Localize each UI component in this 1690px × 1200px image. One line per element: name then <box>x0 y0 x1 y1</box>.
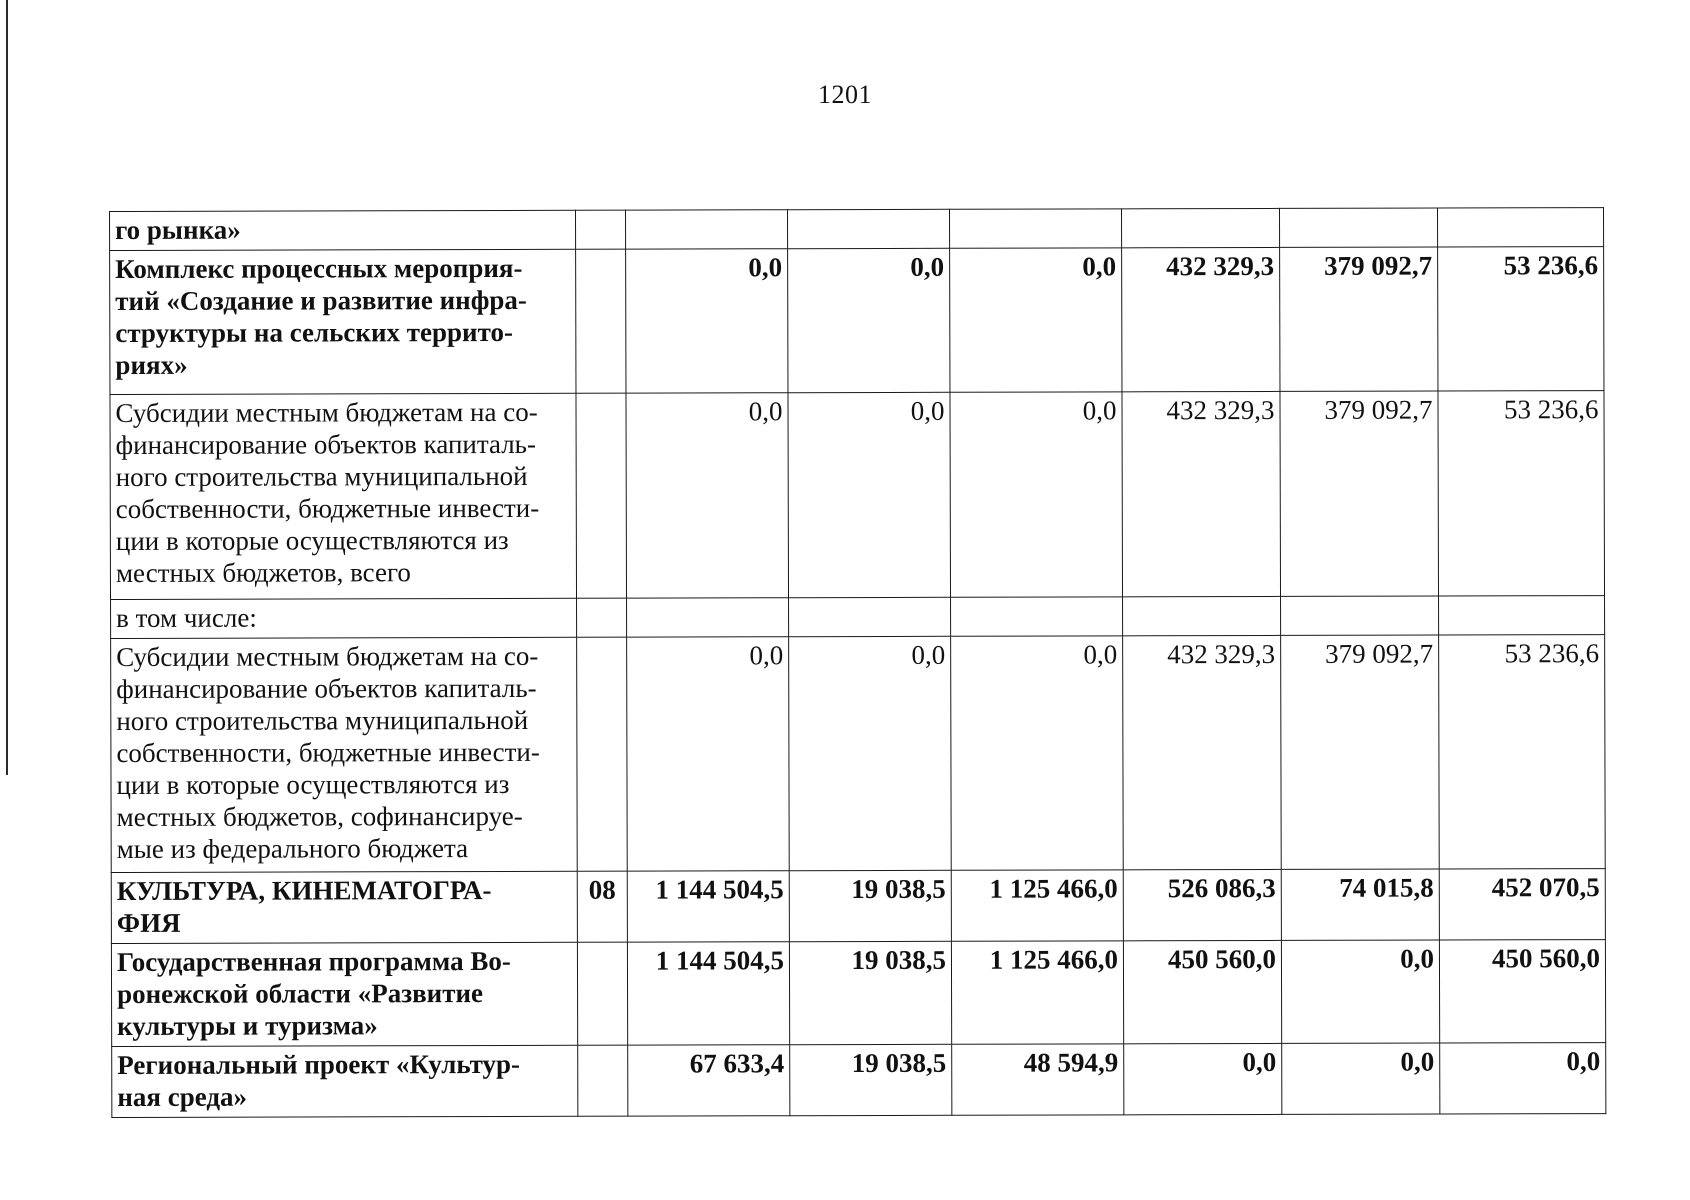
row-value-cell: 450 560,0 <box>1123 940 1281 1043</box>
row-value-cell: 67 633,4 <box>628 1045 790 1116</box>
row-value-cell <box>627 598 789 637</box>
row-value-cell <box>1121 208 1279 247</box>
row-value-cell: 379 092,7 <box>1280 391 1439 596</box>
row-code-cell: 08 <box>577 871 627 942</box>
row-value-cell: 1 125 466,0 <box>951 870 1123 941</box>
row-value-cell: 379 092,7 <box>1281 635 1440 869</box>
row-value-cell <box>789 597 951 636</box>
row-value-cell: 526 086,3 <box>1123 869 1281 940</box>
row-value-cell: 1 144 504,5 <box>627 942 789 1045</box>
budget-table-body <box>110 208 1606 1118</box>
budget-table <box>109 207 1606 1118</box>
row-name-cell: КУЛЬТУРА, КИНЕМАТОГРА- ФИЯ <box>111 871 577 943</box>
row-value-cell <box>949 209 1121 248</box>
row-name-cell: Региональный проект «Культур- ная среда» <box>112 1045 578 1117</box>
row-value-cell: 0,0 <box>1440 1043 1606 1114</box>
table-row <box>111 635 1606 873</box>
row-value-cell <box>1281 596 1439 635</box>
row-name-cell: в том числе: <box>111 598 577 638</box>
row-value-cell: 379 092,7 <box>1280 247 1438 391</box>
row-name-cell: го рынка» <box>110 210 576 250</box>
row-value-cell: 0,0 <box>951 636 1124 870</box>
row-value-cell: 0,0 <box>1124 1043 1282 1114</box>
table-row <box>112 1043 1606 1118</box>
table-row <box>111 869 1605 944</box>
row-value-cell: 0,0 <box>626 249 788 393</box>
row-code-cell <box>577 637 628 871</box>
table-row <box>110 391 1605 600</box>
table-row <box>110 247 1604 395</box>
row-value-cell <box>1123 596 1281 635</box>
table-row <box>111 596 1605 639</box>
row-value-cell: 450 560,0 <box>1439 940 1605 1043</box>
row-value-cell: 53 236,6 <box>1438 247 1604 391</box>
row-value-cell: 0,0 <box>626 393 789 598</box>
row-code-cell <box>576 249 626 393</box>
row-value-cell: 1 125 466,0 <box>951 941 1123 1044</box>
row-value-cell: 432 329,3 <box>1122 247 1280 391</box>
row-code-cell <box>577 942 627 1045</box>
row-value-cell: 0,0 <box>1281 940 1439 1043</box>
row-name-cell: Субсидии местным бюджетам на со- финансирование объектов капиталь- ного строительства муниципальной собственности, бюджетные инвести- ции в которые осуществляются из местных бюджетов, софинансируе- мые из федерального бюджета <box>111 637 578 872</box>
row-value-cell <box>1279 208 1437 247</box>
row-value-cell: 19 038,5 <box>789 941 951 1044</box>
row-code-cell <box>577 598 627 637</box>
row-value-cell: 0,0 <box>789 636 952 870</box>
row-value-cell <box>625 210 787 249</box>
row-code-cell <box>576 393 627 598</box>
row-value-cell: 19 038,5 <box>789 870 951 941</box>
row-value-cell: 432 329,3 <box>1123 635 1282 869</box>
row-value-cell: 0,0 <box>788 392 951 597</box>
page-number: 1201 <box>818 80 872 109</box>
row-value-cell: 432 329,3 <box>1122 391 1281 596</box>
table-row <box>111 940 1605 1047</box>
row-value-cell: 0,0 <box>950 248 1122 392</box>
row-value-cell <box>1439 596 1605 635</box>
row-value-cell <box>951 597 1123 636</box>
table-row <box>110 208 1604 251</box>
row-value-cell: 1 144 504,5 <box>627 871 789 942</box>
row-value-cell: 48 594,9 <box>952 1044 1124 1115</box>
row-value-cell: 53 236,6 <box>1439 635 1606 869</box>
row-value-cell: 0,0 <box>1282 1043 1440 1114</box>
row-value-cell: 74 015,8 <box>1281 869 1439 940</box>
row-value-cell <box>1437 208 1603 247</box>
row-code-cell <box>575 210 625 249</box>
row-name-cell: Государственная программа Во- ронежской области «Развитие культуры и туризма» <box>111 942 577 1046</box>
row-name-cell: Субсидии местным бюджетам на со- финансирование объектов капиталь- ного строительства муниципальной собственности, бюджетные инвести- ции в которые осуществляются из местных бюджетов, всего <box>110 393 577 599</box>
row-value-cell: 0,0 <box>627 637 790 871</box>
row-value-cell <box>787 209 949 248</box>
row-value-cell: 0,0 <box>788 248 950 392</box>
scan-edge-line <box>6 0 8 775</box>
row-value-cell: 53 236,6 <box>1438 391 1605 596</box>
row-code-cell <box>578 1045 628 1116</box>
row-name-cell: Комплекс процессных мероприя- тий «Создание и развитие инфра- структуры на сельских террито- риях» <box>110 249 576 394</box>
row-value-cell: 0,0 <box>950 392 1123 597</box>
row-value-cell: 452 070,5 <box>1439 869 1605 940</box>
row-value-cell: 19 038,5 <box>790 1044 952 1115</box>
